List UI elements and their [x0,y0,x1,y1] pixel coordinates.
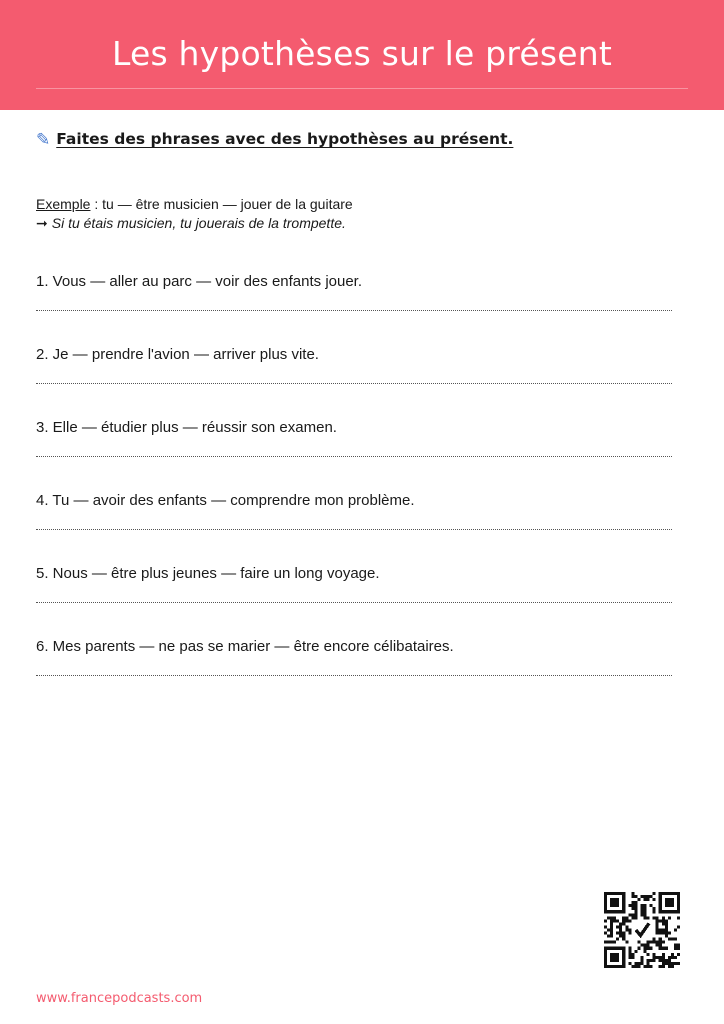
exercise-item-2 [36,346,676,384]
qr-code-icon[interactable] [604,892,680,968]
exercise-prompt: 3. Elle — étudier plus — réussir son examen. [36,419,337,436]
footer-website[interactable]: www.francepodcasts.com [36,991,203,1006]
exercise-item-5 [36,565,676,603]
exercise-prompt: 5. Nous — être plus jeunes — faire un long voyage. [36,565,380,582]
instruction-text: Faites des phrases avec des hypothèses au présent. [56,130,514,148]
answer-line[interactable] [36,675,672,676]
arrow-icon: ➞ [36,215,48,231]
header-divider [36,88,688,89]
answer-line[interactable] [36,456,672,457]
exercise-item-4 [36,492,676,530]
exercise-item-6 [36,638,676,676]
answer-line[interactable] [36,529,672,530]
exercise-prompt: 4. Tu — avoir des enfants — comprendre mon problème. [36,492,415,509]
example-answer-text: Si tu étais musicien, tu jouerais de la trompette. [51,215,346,231]
exercise-prompt: 2. Je — prendre l'avion — arriver plus vite. [36,346,319,363]
pencil-icon: ✎ [36,130,51,150]
exercise-item-3 [36,419,676,457]
exercise-prompt: 1. Vous — aller au parc — voir des enfants jouer. [36,273,363,290]
page-title: Les hypothèses sur le présent [111,34,613,73]
example-prompt: : tu — être musicien — jouer de la guitare [90,196,353,212]
instruction [36,130,513,150]
header-banner [0,0,724,110]
example-answer [36,215,346,232]
answer-line[interactable] [36,310,672,311]
exercise-item-1 [36,273,676,311]
exercise-prompt: 6. Mes parents — ne pas se marier — être encore célibataires. [36,638,454,655]
answer-line[interactable] [36,383,672,384]
example-label: Exemple [36,196,91,212]
example-line [36,196,353,212]
answer-line[interactable] [36,602,672,603]
